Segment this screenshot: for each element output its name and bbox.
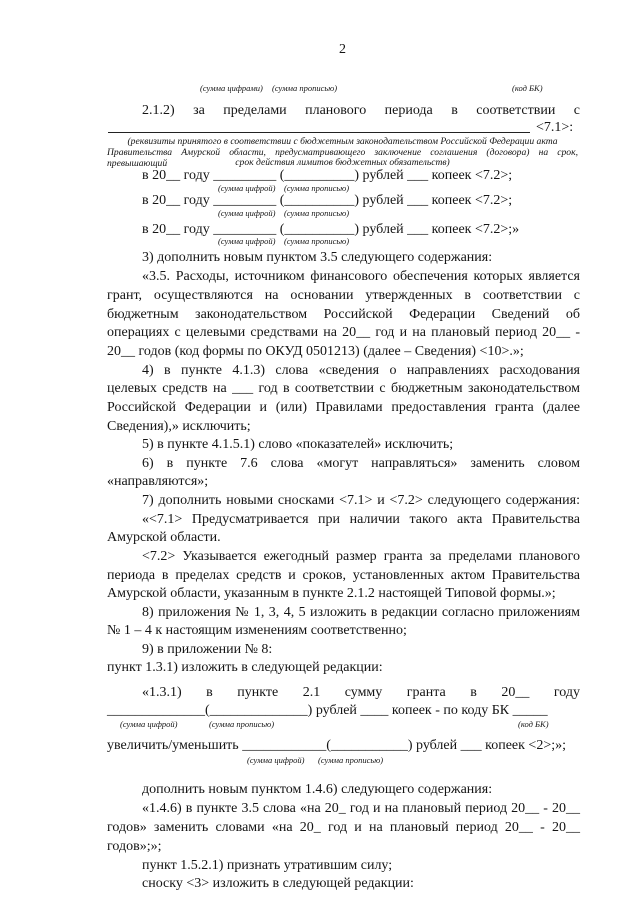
paragraph-line: «направляются»; xyxy=(107,474,209,489)
requisites-caption-line: (реквизиты принятого в соответствии с бюджетным законодательством Российской Федерации акта xyxy=(127,136,558,147)
caption-amount-words: (сумма прописью) xyxy=(318,755,384,765)
caption-amount-words: (сумма прописью) xyxy=(284,208,350,218)
caption-bk-code: (код БК) xyxy=(512,83,543,93)
paragraph-line: 3) дополнить новым пунктом 3.5 следующего содержания: xyxy=(142,250,493,265)
paragraph-line: целевых средств на ___ год в соответствии с бюджетным законодательством xyxy=(107,381,580,396)
paragraph-line: пункт 1.3.1) изложить в следующей редакции: xyxy=(107,660,383,675)
footnote-ref-7-1: <7.1>: xyxy=(536,120,574,135)
caption-amount-words: (сумма прописью) xyxy=(284,183,350,193)
yearly-amount-line: в 20__ году _________ (__________) рублей ___ копеек <7.2>; xyxy=(142,168,513,183)
paragraph-line: 9) в приложении № 8: xyxy=(142,642,273,657)
caption-amount-digits: (сумма цифрой) xyxy=(218,208,276,218)
caption-amount-digits: (сумма цифрой) xyxy=(218,236,276,246)
item-2-1-2-line: 2.1.2) за пределами планового периода в соответствии с xyxy=(142,103,580,118)
paragraph-line: «<7.1> Предусматривается при наличии такого акта Правительства xyxy=(142,512,580,527)
caption-amount-words: (сумма прописью) xyxy=(209,719,275,729)
paragraph-line: Амурской области. xyxy=(107,530,221,545)
paragraph-line: сноску <3> изложить в следующей редакции: xyxy=(142,876,414,891)
paragraph-line: операциях с целевыми средствами на 20__ год и на плановый период 20__ - xyxy=(107,325,580,340)
page-number: 2 xyxy=(339,42,346,57)
paragraph-line: Сведения),» исключить; xyxy=(107,419,251,434)
paragraph-line: 20__ годов (код формы по ОКУД 0501213) (далее – Сведения) <10>.»; xyxy=(107,344,524,359)
paragraph-line: Амурской области, указанным в пункте 2.1.2 настоящей Типовой формы.»; xyxy=(107,586,556,601)
paragraph-line: периода в пределах средств и сроков, установленных актом Правительства xyxy=(107,568,580,583)
paragraph-line: бюджетным законодательством Российской Федерации Сведений об xyxy=(107,307,580,322)
caption-amount-words: (сумма прописью) xyxy=(284,236,350,246)
item-1-3-1-amount-line: ______________(______________) рублей ____ копеек - по коду БК _____ xyxy=(107,703,548,718)
caption-amount-digits: (сумма цифрой) xyxy=(247,755,305,765)
caption-amount-digits: (сумма цифрой) xyxy=(218,183,276,193)
requisites-caption-line: Правительства Амурской области, предусматривающего заключение соглашения (договора) на срок, превышающий xyxy=(107,147,578,169)
item-1-3-1-change-line: увеличить/уменьшить ____________(___________) рублей ___ копеек <2>;»; xyxy=(107,738,566,753)
paragraph-line: пункт 1.5.2.1) признать утратившим силу; xyxy=(142,858,393,873)
paragraph-line: «1.4.6) в пункте 3.5 слова «на 20_ год и на плановый период 20__ - 20__ xyxy=(142,801,580,816)
caption-amount-words: (сумма прописью) xyxy=(272,83,338,93)
paragraph-line: 8) приложения № 1, 3, 4, 5 изложить в редакции согласно приложениям xyxy=(142,605,580,620)
paragraph-line: № 1 – 4 к настоящим изменениям соответственно; xyxy=(107,623,407,638)
paragraph-line: 4) в пункте 4.1.3) слова «сведения о направлениях расходования xyxy=(142,363,580,378)
paragraph-line: 5) в пункте 4.1.5.1) слово «показателей» исключить; xyxy=(142,437,454,452)
paragraph-line: годов» заменить словами «на 20_ год и на плановый период 20__ - 20__ xyxy=(107,820,580,835)
requisites-caption-line: срок действия лимитов бюджетных обязательств) xyxy=(235,157,450,168)
paragraph-line: «3.5. Расходы, источником финансового обеспечения которых является xyxy=(142,269,580,284)
paragraph-line: 6) в пункте 7.6 слова «могут направляться» заменить словом xyxy=(142,456,580,471)
caption-amount-digits: (сумма цифрой) xyxy=(120,719,178,729)
requisites-blank-line xyxy=(108,132,530,133)
item-1-3-1-line: «1.3.1) в пункте 2.1 сумму гранта в 20__ году xyxy=(142,685,580,700)
caption-amount-digits: (сумма цифрами) xyxy=(200,83,263,93)
paragraph-line: Российской Федерации и (или) Правилами предоставления гранта (далее xyxy=(107,400,580,415)
paragraph-line: 7) дополнить новыми сносками <7.1> и <7.2> следующего содержания: xyxy=(142,493,580,508)
yearly-amount-line: в 20__ году _________ (__________) рублей ___ копеек <7.2>;» xyxy=(142,222,520,237)
caption-bk-code: (код БК) xyxy=(518,719,549,729)
paragraph-line: дополнить новым пунктом 1.4.6) следующего содержания: xyxy=(142,782,493,797)
paragraph-line: годов»;»; xyxy=(107,839,162,854)
yearly-amount-line: в 20__ году _________ (__________) рублей ___ копеек <7.2>; xyxy=(142,193,513,208)
paragraph-line: грант, осуществляются на основании утвержденных в соответствии с xyxy=(107,288,580,303)
paragraph-line: <7.2> Указывается ежегодный размер гранта за пределами планового xyxy=(142,549,580,564)
